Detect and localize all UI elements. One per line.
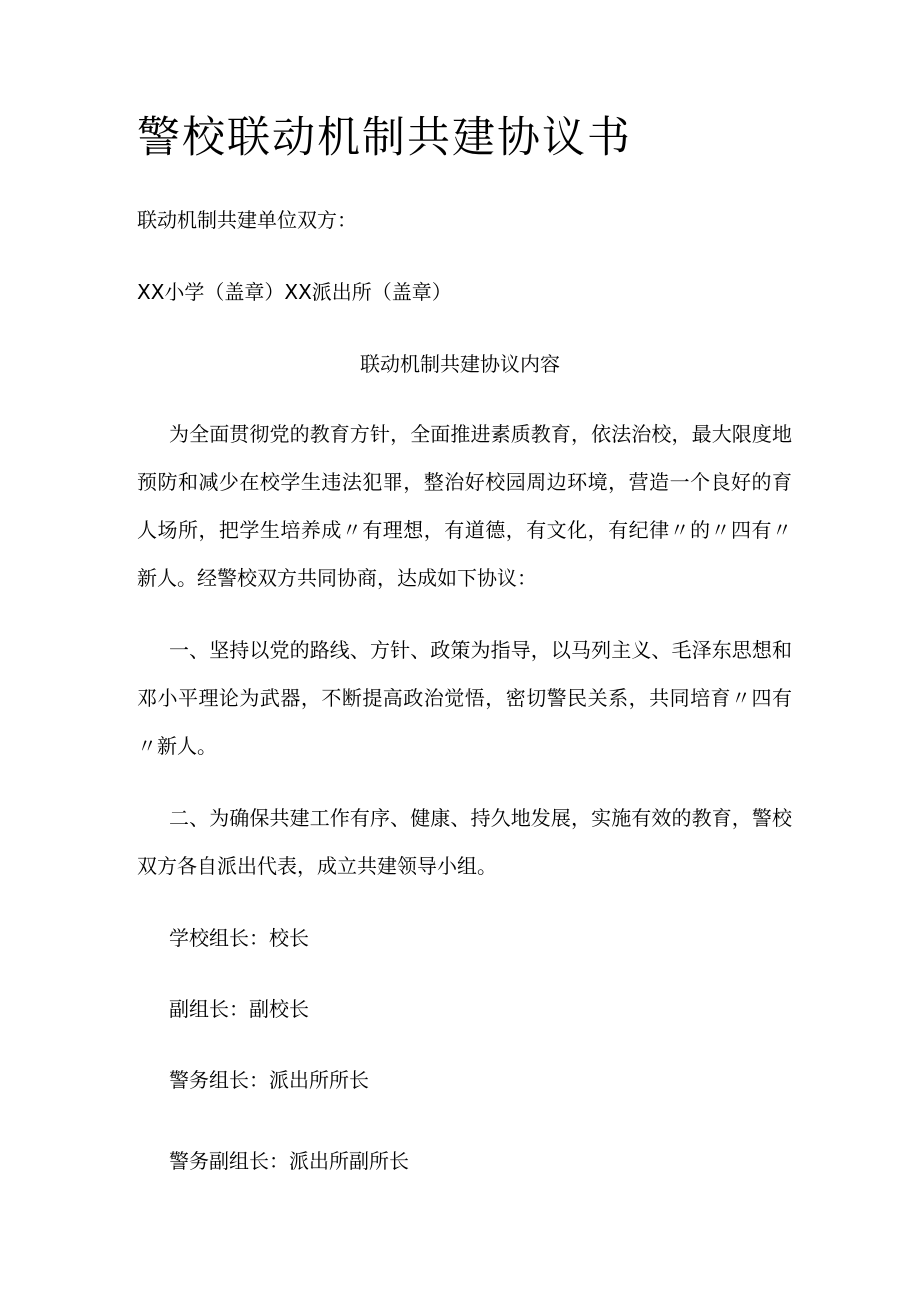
section-heading: 联动机制共建协议内容	[360, 352, 560, 376]
document-title: 警校联动机制共建协议书	[137, 113, 632, 163]
paragraph-clause-two: 二、为确保共建工作有序、健康、持久地发展，实施有效的教育，警校双方各自派出代表，成立共建领导小组。	[137, 806, 792, 878]
parties-label: 联动机制共建单位双方：	[137, 208, 357, 232]
role-police-leader: 警务组长：派出所所长	[169, 1068, 369, 1092]
paragraph-preamble: 为全面贯彻党的教育方针，全面推进素质教育，依法治校，最大限度地预防和减少在校学生违法犯罪，整治好校园周边环境，营造一个良好的育人场所，把学生培养成〃有理想，有道德，有文化，有纪律〃的〃四有〃新人。经警校双方共同协商，达成如下协议：	[137, 422, 792, 590]
role-deputy-leader: 副组长：副校长	[169, 997, 309, 1021]
parties-line: XX小学（盖章）XX派出所（盖章）	[137, 280, 452, 304]
role-school-leader: 学校组长：校长	[169, 926, 309, 950]
role-police-deputy-leader: 警务副组长：派出所副所长	[169, 1149, 409, 1173]
paragraph-clause-one: 一、坚持以党的路线、方针、政策为指导，以马列主义、毛泽东思想和邓小平理论为武器，不断提高政治觉悟，密切警民关系，共同培育〃四有〃新人。	[137, 638, 792, 758]
